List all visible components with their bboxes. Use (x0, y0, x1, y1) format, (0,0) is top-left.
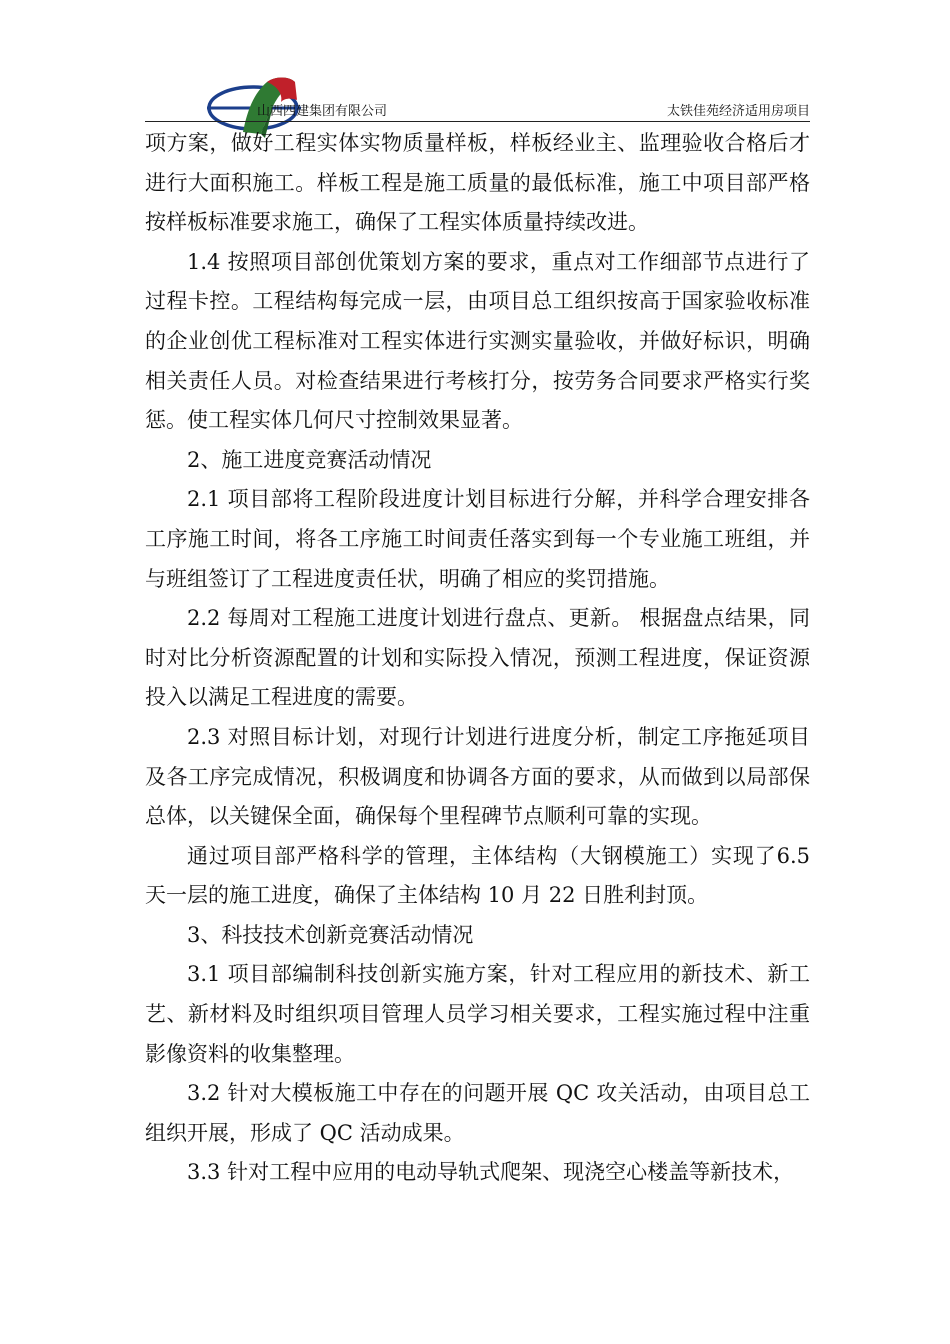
paragraph: 2.3 对照目标计划，对现行计划进行进度分析，制定工序拖延项目及各工序完成情况，积极调度和协调各方面的要求，从而做到以局部保总体，以关键保全面，确保每个里程碑节点顺利可靠的实现。 (145, 724, 810, 829)
project-name: 太铁佳苑经济适用房项目 (666, 104, 810, 119)
paragraph: 2.1 项目部将工程阶段进度计划目标进行分解，并科学合理安排各工序施工时间，将各工序施工时间责任落实到每一个专业施工班组，并与班组签订了工程进度责任状，明确了相应的奖罚措施。 (145, 487, 810, 591)
paragraph: 3.2 针对大模板施工中存在的问题开展 QC 攻关活动，由项目总工组织开展，形成了 QC 活动成果。 (145, 1081, 810, 1145)
paragraph: 3.3 针对工程中应用的电动导轨式爬架、现浇空心楼盖等新技术， (187, 1160, 795, 1185)
page-header (145, 103, 810, 122)
document-body (145, 124, 810, 1193)
section-heading: 3、科技技术创新竞赛活动情况 (187, 922, 474, 947)
paragraph: 通过项目部严格科学的管理，主体结构（大钢模施工）实现了6.5 天一层的施工进度，确保了主体结构 10 月 22 日胜利封顶。 (145, 843, 810, 908)
section-heading: 2、施工进度竞赛活动情况 (187, 447, 432, 472)
company-name: 山西四建集团有限公司 (257, 104, 388, 119)
paragraph: 3.1 项目部编制科技创新实施方案，针对工程应用的新技术、新工艺、新材料及时组织项目管理人员学习相关要求，工程实施过程中注重影像资料的收集整理。 (145, 962, 810, 1066)
paragraph: 1.4 按照项目部创优策划方案的要求，重点对工作细部节点进行了过程卡控。工程结构每完成一层，由项目总工组织按高于国家验收标准的企业创优工程标准对工程实体进行实测实量验收，并做好标识，明确相关责任人员。对检查结果进行考核打分，按劳务合同要求严格实行奖惩。使工程实体几何尺寸控制效果显著。 (145, 249, 810, 433)
paragraph: 2.2 每周对工程施工进度计划进行盘点、更新。 根据盘点结果，同时对比分析资源配置的计划和实际投入情况，预测工程进度，保证资源投入以满足工程进度的需要。 (145, 606, 810, 710)
paragraph: 项方案，做好工程实体实物质量样板，样板经业主、监理验收合格后才进行大面积施工。样板工程是施工质量的最低标准，施工中项目部严格按样板标准要求施工，确保了工程实体质量持续改进。 (145, 131, 810, 235)
